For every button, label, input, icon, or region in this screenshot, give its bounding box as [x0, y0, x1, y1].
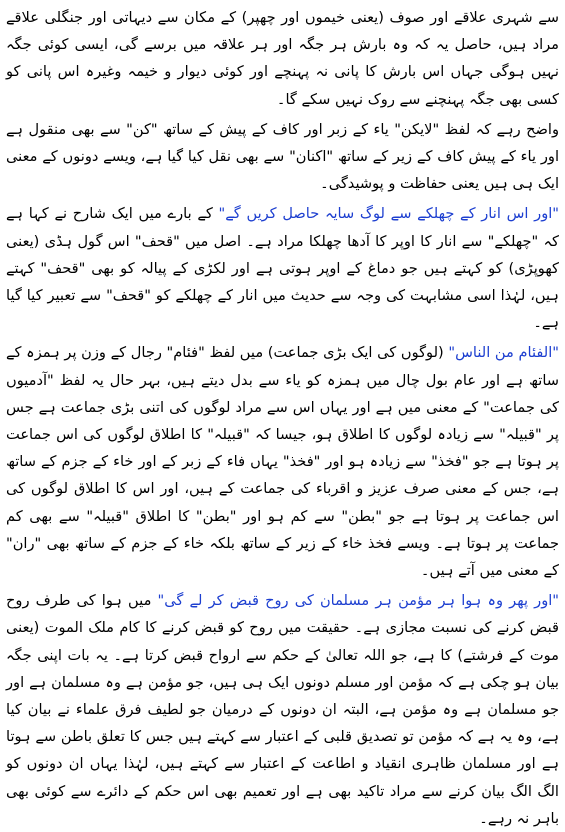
- paragraph-text: واضح رہے کہ لفظ "لایکن" یاء کے زبر اور کاف کے پیش کے ساتھ "کن" سے بھی منقول ہے اور یاء کے پیش کاف کے زیر کے ساتھ "اکنان" سے بھی نقل کیا گیا ہے، ویسے دونوں کے معنی ایک ہی ہیں یعنی حفاظت و پوشیدگی۔: [6, 120, 559, 193]
- paragraph-text: میں ہوا کی طرف روح قبض کرنے کی نسبت مجازی ہے۔ حقیقت میں روح کو قبض کرنے کا کام ملک الموت (یعنی موت کے فرشتے) کا ہے، جو اللہ تعالیٰ کے حکم سے ارواح قبض کرتا ہے۔ یہ بات اپنی جگہ بیان ہو چکی ہے کہ مؤمن اور مسلم دونوں ایک ہی ہیں، جو مؤمن ہے وہ مسلمان ہے اور جو مسلمان ہے وہ مؤمن ہے، البتہ ان دونوں کے درمیان جو لطیف فرق علماء نے بیان کیا ہے، وہ یہ ہے کہ مؤمن تو تصدیق قلبی کے اعتبار سے کہتے ہیں جس کا تعلق باطن سے ہوتا ہے اور مسلمان ظاہری انقیاد و اطاعت کے اعتبار سے کہتے ہیں، لہٰذا یہاں ان دونوں کو الگ الگ بیان کرنے سے مراد تاکید بھی ہے اور تعمیم بھی اس حکم کے دائرے سے کوئی بھی باہر نہ رہے۔: [6, 592, 559, 827]
- paragraph-al-fiam: [6, 339, 559, 584]
- paragraph-word-lam-yakun: [6, 116, 559, 198]
- paragraph-rain-regions: [6, 4, 559, 113]
- paragraph-pomegranate-peel: [6, 200, 559, 336]
- paragraph-soul-seizure: [6, 587, 559, 832]
- paragraph-text: (لوگوں کی ایک بڑی جماعت) میں لفظ "فئام" رجال کے وزن پر ہمزہ کے ساتھ ہے اور عام بول چال میں ہمزہ کو یاء سے بدل دیتے ہیں، بہر حال یہ لفظ "آدمیوں کی جماعت" کے معنی میں ہے اور یہاں اس سے مراد لوگوں کی اتنی بڑی جماعت ہے جس پر "قبیلہ" سے زیادہ لوگوں کا اطلاق ہو، جیسا کہ "قبیلہ" کا اطلاق لوگوں کی اس جماعت پر ہوتا ہے جو "فخذ" سے زیادہ ہو اور "فخذ" یہاں فاء کے زبر کے اور خاء کے جزم کے ساتھ ہے، جس کے معنی صرف عزیز و اقرباء کی جماعت کے ہیں، اور اس کا اطلاق لوگوں کی اس جماعت پر ہوتا ہے جو "بطن" سے کم ہو اور "بطن" کا اطلاق "قبیلہ" سے بھی کم جماعت پر ہوتا ہے۔ ویسے فخذ خاء کے زیر کے ساتھ بلکہ خاء کے جزم کے ساتھ بھی "ران" کے معنی میں آتے ہیں۔: [6, 344, 559, 580]
- document-page: [6, 4, 559, 828]
- paragraph-text: کے بارے میں ایک شارح نے کہا ہے کہ "چھلکے" سے انار کا اوپر کا آدھا چھلکا مراد ہے۔ اصل میں "قحف" اس گول ہڈی (یعنی کھوپڑی) کو کہتے ہیں جو دماغ کے اوپر ہوتی ہے اور لکڑی کے پیالہ کو بھی "قحف" کہتے ہیں، لہٰذا اسی مشابہت کی وجہ سے حدیث میں انار کے چھلکے کو "قحف" سے تعبیر کیا گیا ہے۔: [6, 205, 559, 332]
- quoted-hadith-phrase: "اور پھر وہ ہوا ہر مؤمن ہر مسلمان کی روح قبض کر لے گی": [157, 592, 560, 610]
- quoted-hadith-phrase: "اور اس انار کے چھلکے سے لوگ سایہ حاصل کریں گے": [218, 205, 560, 223]
- paragraph-text: سے شہری علاقے اور صوف (یعنی خیموں اور چھپر) کے مکان سے دیہاتی اور جنگلی علاقے مراد ہیں، حاصل یہ کہ وہ بارش ہر جگہ اور ہر علاقہ میں برسے گی، ایسی کوئی جگہ نہیں ہوگی جہاں اس بارش کا پانی نہ پہنچے اور کوئی دیوار و خیمہ وغیرہ اس پانی کو کسی بھی جگہ پہنچنے سے روک نہیں سکے گا۔: [6, 9, 559, 108]
- quoted-hadith-phrase: "الفئام من الناس": [448, 344, 559, 362]
